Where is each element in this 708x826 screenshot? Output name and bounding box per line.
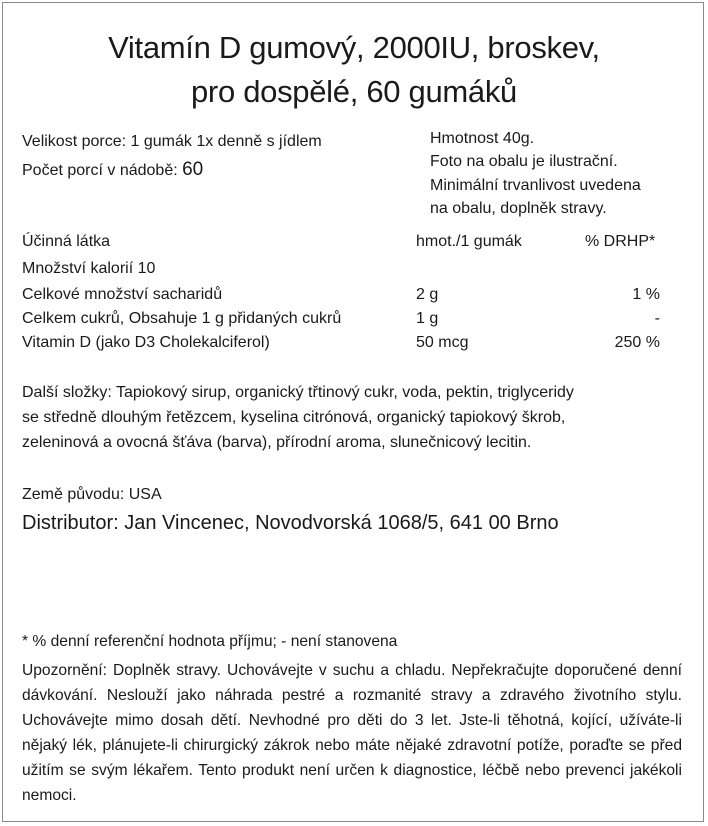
servings-value: 60 xyxy=(182,159,204,180)
package-info-line-1: Hmotnost 40g. xyxy=(430,130,535,147)
header-amount: hmot./1 gumák xyxy=(416,233,522,250)
ingredients-line: Další složky: Tapiokový sirup, organický třtinový cukr, voda, pektin, triglyceridy xyxy=(22,384,574,401)
package-info-line-3: Minimální trvanlivost uvedena xyxy=(430,177,641,194)
package-info-line-2: Foto na obalu je ilustrační. xyxy=(430,153,618,170)
distributor: Distributor: Jan Vincenec, Novodvorská 1068/5, 641 00 Brno xyxy=(22,512,559,534)
row-drhp: - xyxy=(654,310,660,327)
row-amount: 1 g xyxy=(416,310,439,327)
country-of-origin: Země původu: USA xyxy=(22,486,162,503)
row-name: Vitamin D (jako D3 Cholekalciferol) xyxy=(22,334,270,351)
calories: Množství kalorií 10 xyxy=(22,260,156,277)
row-name: Celkové množství sacharidů xyxy=(22,286,223,303)
header-substance: Účinná látka xyxy=(22,233,111,250)
ingredients-line: zeleninová a ovocná šťáva (barva), přírodní aroma, slunečnicový lecitin. xyxy=(22,434,532,451)
header-drhp: % DRHP* xyxy=(585,233,656,250)
warning-text: Upozornění: Doplněk stravy. Uchovávejte v suchu a chladu. Nepřekračujte doporučené denní dávkování. Neslouží jako náhrada pestré a rozmanité stravy a zdravého životního stylu. Uchovávejte mimo dosah dětí. Nevhodné pro děti do 3 let. Jste-li těhotná, kojící, užíváte-li nějaký lék, plánujete-li chirurgický zákrok nebo máte nějaké zdravotní potíže, poraďte se před užitím se svým lékařem. Tento produkt není určen k diagnostice, léčbě nebo prevenci jakékoli nemoci. xyxy=(22,662,682,804)
row-drhp: 250 % xyxy=(614,334,660,351)
product-title xyxy=(0,26,708,114)
package-info-line-4: na obalu, doplněk stravy. xyxy=(430,200,607,217)
product-title-line-1: Vitamín D gumový, 2000IU, broskev, xyxy=(108,30,600,65)
servings-label: Počet porcí v nádobě: xyxy=(22,162,183,179)
serving-size: Velikost porce: 1 gumák 1x denně s jídlem xyxy=(22,133,322,150)
other-ingredients xyxy=(22,380,574,455)
product-title-line-2: pro dospělé, 60 gumáků xyxy=(190,74,517,109)
row-amount: 50 mcg xyxy=(416,334,469,351)
row-drhp: 1 % xyxy=(632,286,660,303)
ingredients-line: se středně dlouhým řetězcem, kyselina citrónová, organický tapiokový škrob, xyxy=(22,409,566,426)
row-name: Celkem cukrů, Obsahuje 1 g přidaných cukrů xyxy=(22,310,342,327)
servings-per-container xyxy=(22,160,203,181)
drhp-footnote: * % denní referenční hodnota příjmu; - není stanovena xyxy=(22,633,398,650)
row-amount: 2 g xyxy=(416,286,439,303)
